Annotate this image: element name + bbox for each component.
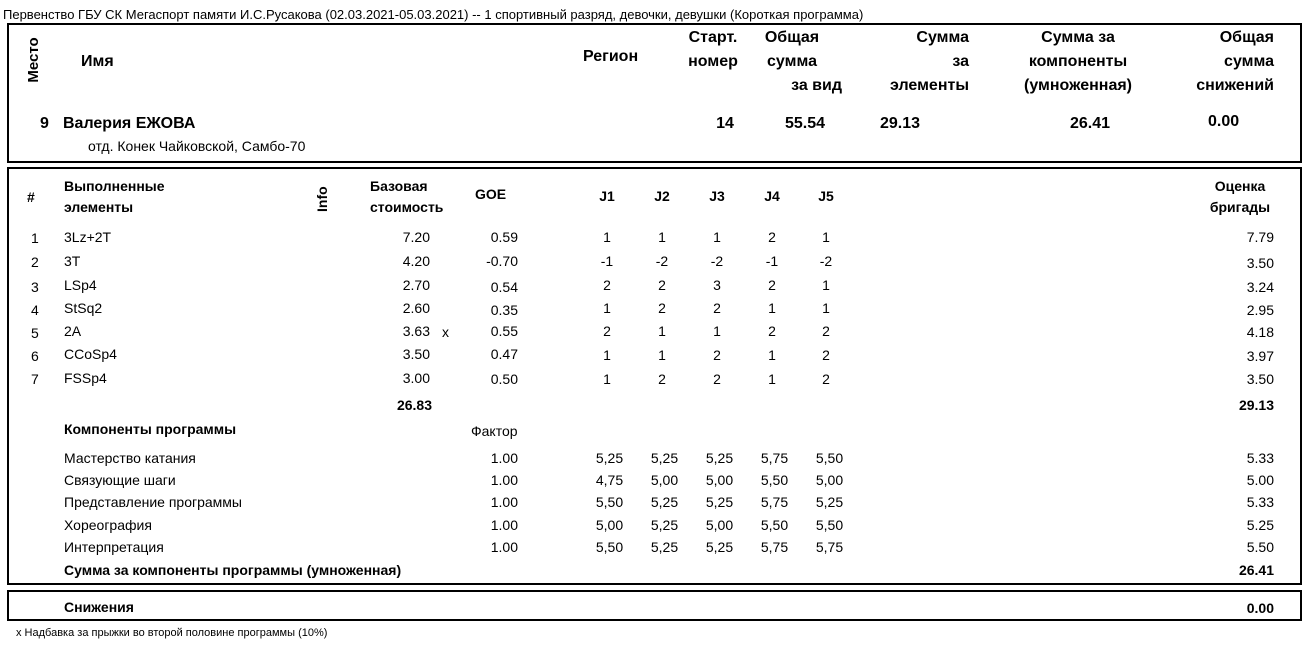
start-number-header: Старт. номер — [688, 29, 738, 70]
total-score-header: Общая сумма за вид — [764, 29, 842, 94]
judge-5-header: J5 — [818, 188, 834, 204]
info-header: Info — [314, 186, 330, 212]
name-header: Имя — [81, 53, 114, 70]
skater-total-score: 55.54 — [785, 115, 826, 132]
skater-components-score: 26.41 — [1070, 115, 1111, 132]
elements-total: 29.13 — [1238, 397, 1274, 413]
components-title: Компоненты программы — [64, 421, 237, 437]
footnote: x Надбавка за прыжки во второй половине программы (10%) — [16, 627, 328, 639]
skater-club: отд. Конек Чайковской, Самбо-70 — [88, 138, 306, 154]
goe-header: GOE — [475, 186, 507, 202]
deductions-box — [7, 590, 1302, 621]
event-title: Первенство ГБУ СК Мегаспорт памяти И.С.Русакова (02.03.2021-05.03.2021) -- 1 спортивный разряд, девочки, девушки (Короткая программа) — [3, 7, 864, 22]
skater-elements-score: 29.13 — [880, 115, 921, 132]
place-header: Место — [25, 37, 42, 83]
panel-score-header: Оценка бригады — [1209, 178, 1271, 215]
base-value-header: Базовая стоимость — [370, 178, 444, 215]
number-header: # — [27, 189, 35, 205]
region-header: Регион — [583, 48, 639, 65]
base-value-total: 26.83 — [396, 397, 432, 413]
deductions-header: Общая сумма снижений — [1196, 29, 1274, 94]
components-score-header: Сумма за компоненты (умноженная) — [1024, 29, 1132, 94]
deductions-label: Снижения — [64, 599, 134, 615]
skater-name: Валерия ЕЖОВА — [63, 115, 196, 132]
deductions-value: 0.00 — [1246, 600, 1274, 616]
second-half-bonus-mark: x — [442, 324, 449, 340]
judge-2-header: J2 — [654, 188, 670, 204]
components-sum-value: 26.41 — [1238, 562, 1274, 578]
skater-place: 9 — [40, 115, 49, 132]
judge-1-header: J1 — [599, 188, 615, 204]
executed-elements-header: Выполненные элементы — [64, 178, 165, 215]
elements-score-header: Сумма за элементы — [890, 29, 969, 94]
factor-header: Фактор — [471, 423, 518, 439]
skater-deductions: 0.00 — [1208, 113, 1240, 130]
judge-3-header: J3 — [709, 188, 725, 204]
skater-start-number: 14 — [716, 115, 734, 132]
components-sum-label: Сумма за компоненты программы (умноженная) — [64, 562, 402, 578]
judge-4-header: J4 — [764, 188, 780, 204]
